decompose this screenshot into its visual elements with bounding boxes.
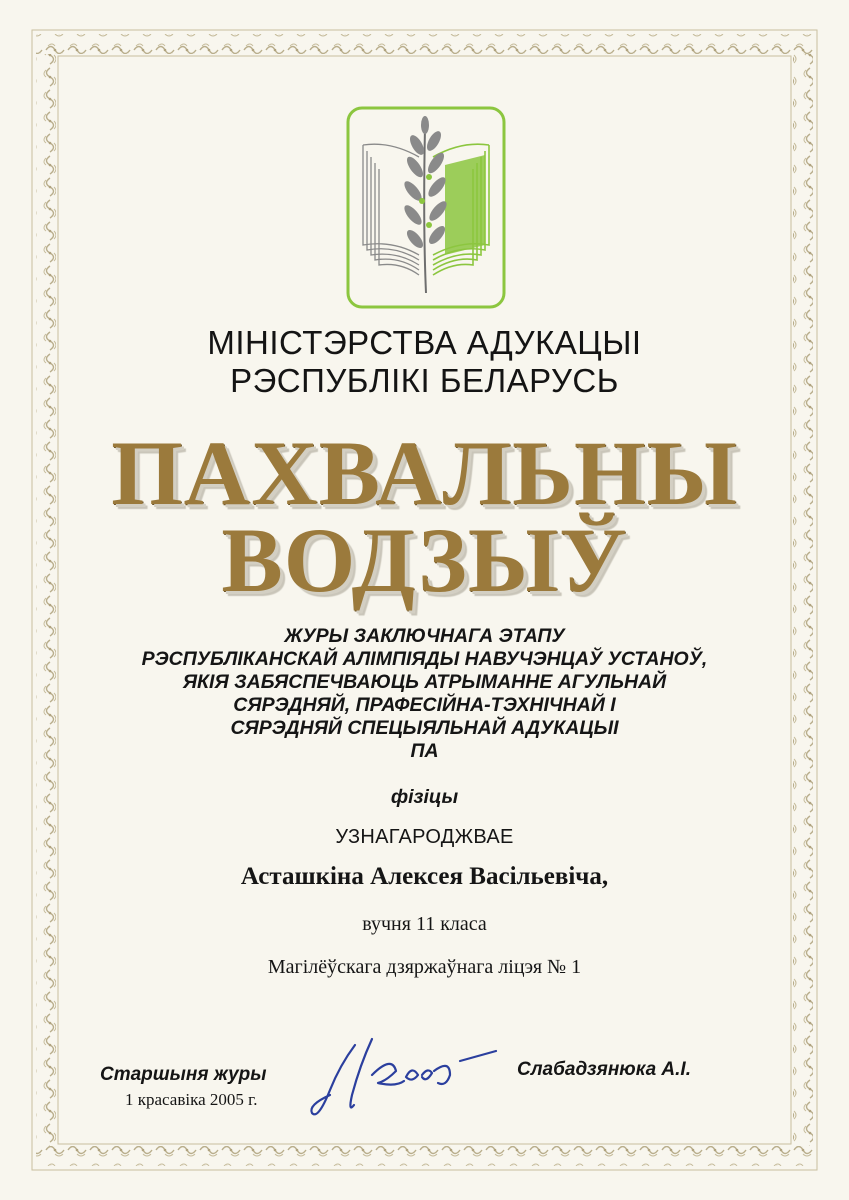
jury-line-5: СЯРЭДНЯЙ СПЕЦЫЯЛЬНАЙ АДУКАЦЫІ	[230, 717, 619, 739]
jury-chair-name: Слабадзянюка А.І.	[517, 1059, 691, 1080]
recipient-school: Магілёўскага дзяржаўнага ліцэя № 1	[267, 956, 582, 978]
jury-line-3: ЯКІЯ ЗАБЯСПЕЧВАЮЦЬ АТРЫМАННЕ АГУЛЬНАЙ	[182, 671, 667, 693]
recipient-name: Асташкіна Алексея Васільевіча,	[240, 863, 609, 890]
jury-line-2: РЭСПУБЛІКАНСКАЙ АЛІМПІЯДЫ НАВУЧЭНЦАЎ УСТАНОЎ,	[141, 648, 708, 670]
issue-date: 1 красавіка 2005 г.	[125, 1090, 258, 1109]
jury-line-6: ПА	[410, 740, 439, 762]
open-book-with-olive-branch-icon	[345, 105, 507, 310]
jury-line-1: ЖУРЫ ЗАКЛЮЧНАГА ЭТАПУ	[284, 625, 565, 647]
jury-chair-label: Старшыня журы	[100, 1064, 267, 1085]
certificate-title-line-1: ПАХВАЛЬНЫ	[111, 422, 738, 524]
handwritten-signature	[300, 1025, 510, 1135]
certificate-title-line-2: ВОДЗЫЎ	[221, 509, 628, 611]
ministry-name-line-2: РЭСПУБЛІКІ БЕЛАРУСЬ	[230, 362, 619, 399]
jury-line-4: СЯРЭДНЯЙ, ПРАФЕСІЙНА-ТЭХНІЧНАЙ І	[233, 694, 616, 716]
ministry-name-line-1: МІНІСТЭРСТВА АДУКАЦЫІ	[207, 324, 642, 361]
olympiad-subject: фізіцы	[390, 786, 459, 808]
recipient-grade: вучня 11 класа	[362, 913, 487, 935]
awards-verb: УЗНАГАРОДЖВАЕ	[335, 826, 514, 848]
